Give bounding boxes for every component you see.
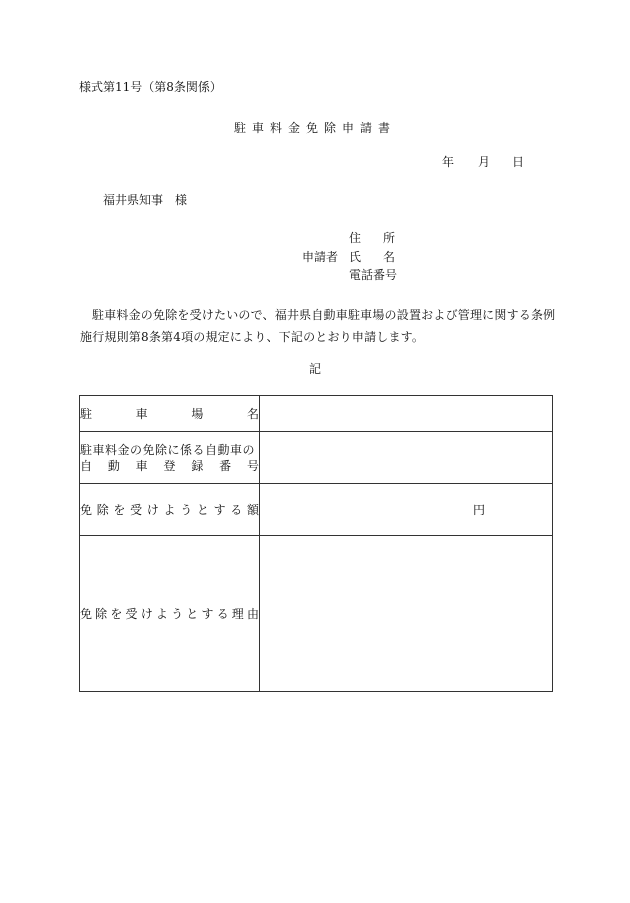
date-year-label: 年	[442, 155, 455, 169]
parking-name-label: 駐車場名	[80, 406, 259, 421]
label-cell	[80, 536, 260, 692]
exemption-reason-field[interactable]	[260, 536, 553, 692]
table-row	[80, 536, 553, 692]
label-cell	[80, 484, 260, 536]
label-cell	[80, 432, 260, 484]
application-form-table	[79, 395, 553, 692]
date-month-label: 月	[478, 155, 491, 169]
ki-label: 記	[308, 362, 321, 376]
table-row	[80, 484, 553, 536]
registration-number-field[interactable]	[260, 432, 553, 484]
label-cell	[80, 396, 260, 432]
addressee: 福井県知事 様	[103, 193, 188, 207]
yen-unit: 円	[472, 503, 485, 517]
phone-label: 電話番号	[349, 268, 398, 282]
exemption-reason-label: 免除を受けようとする理由	[80, 606, 259, 621]
application-statement: 駐車料金の免除を受けたいので、福井県自動車駐車場の設置および管理に関する条例施行規則第8条第4項の規定により、下記のとおり申請します。	[80, 308, 556, 344]
applicant-label: 申請者	[302, 250, 339, 264]
document-title: 駐車料金免除申請書	[233, 121, 396, 135]
address-label: 住所	[349, 231, 395, 245]
exemption-amount-label: 免除を受けようとする額	[80, 502, 259, 517]
form-number: 様式第11号（第8条関係）	[79, 80, 222, 94]
date-day-label: 日	[512, 155, 525, 169]
vehicle-label-line1: 駐車料金の免除に係る自動車の	[80, 442, 256, 457]
exemption-amount-field[interactable]	[260, 484, 553, 536]
parking-name-field[interactable]	[260, 396, 553, 432]
vehicle-label-line2: 自動車登録番号	[80, 458, 259, 473]
table-row	[80, 396, 553, 432]
name-label: 氏名	[349, 250, 395, 264]
table-row	[80, 432, 553, 484]
